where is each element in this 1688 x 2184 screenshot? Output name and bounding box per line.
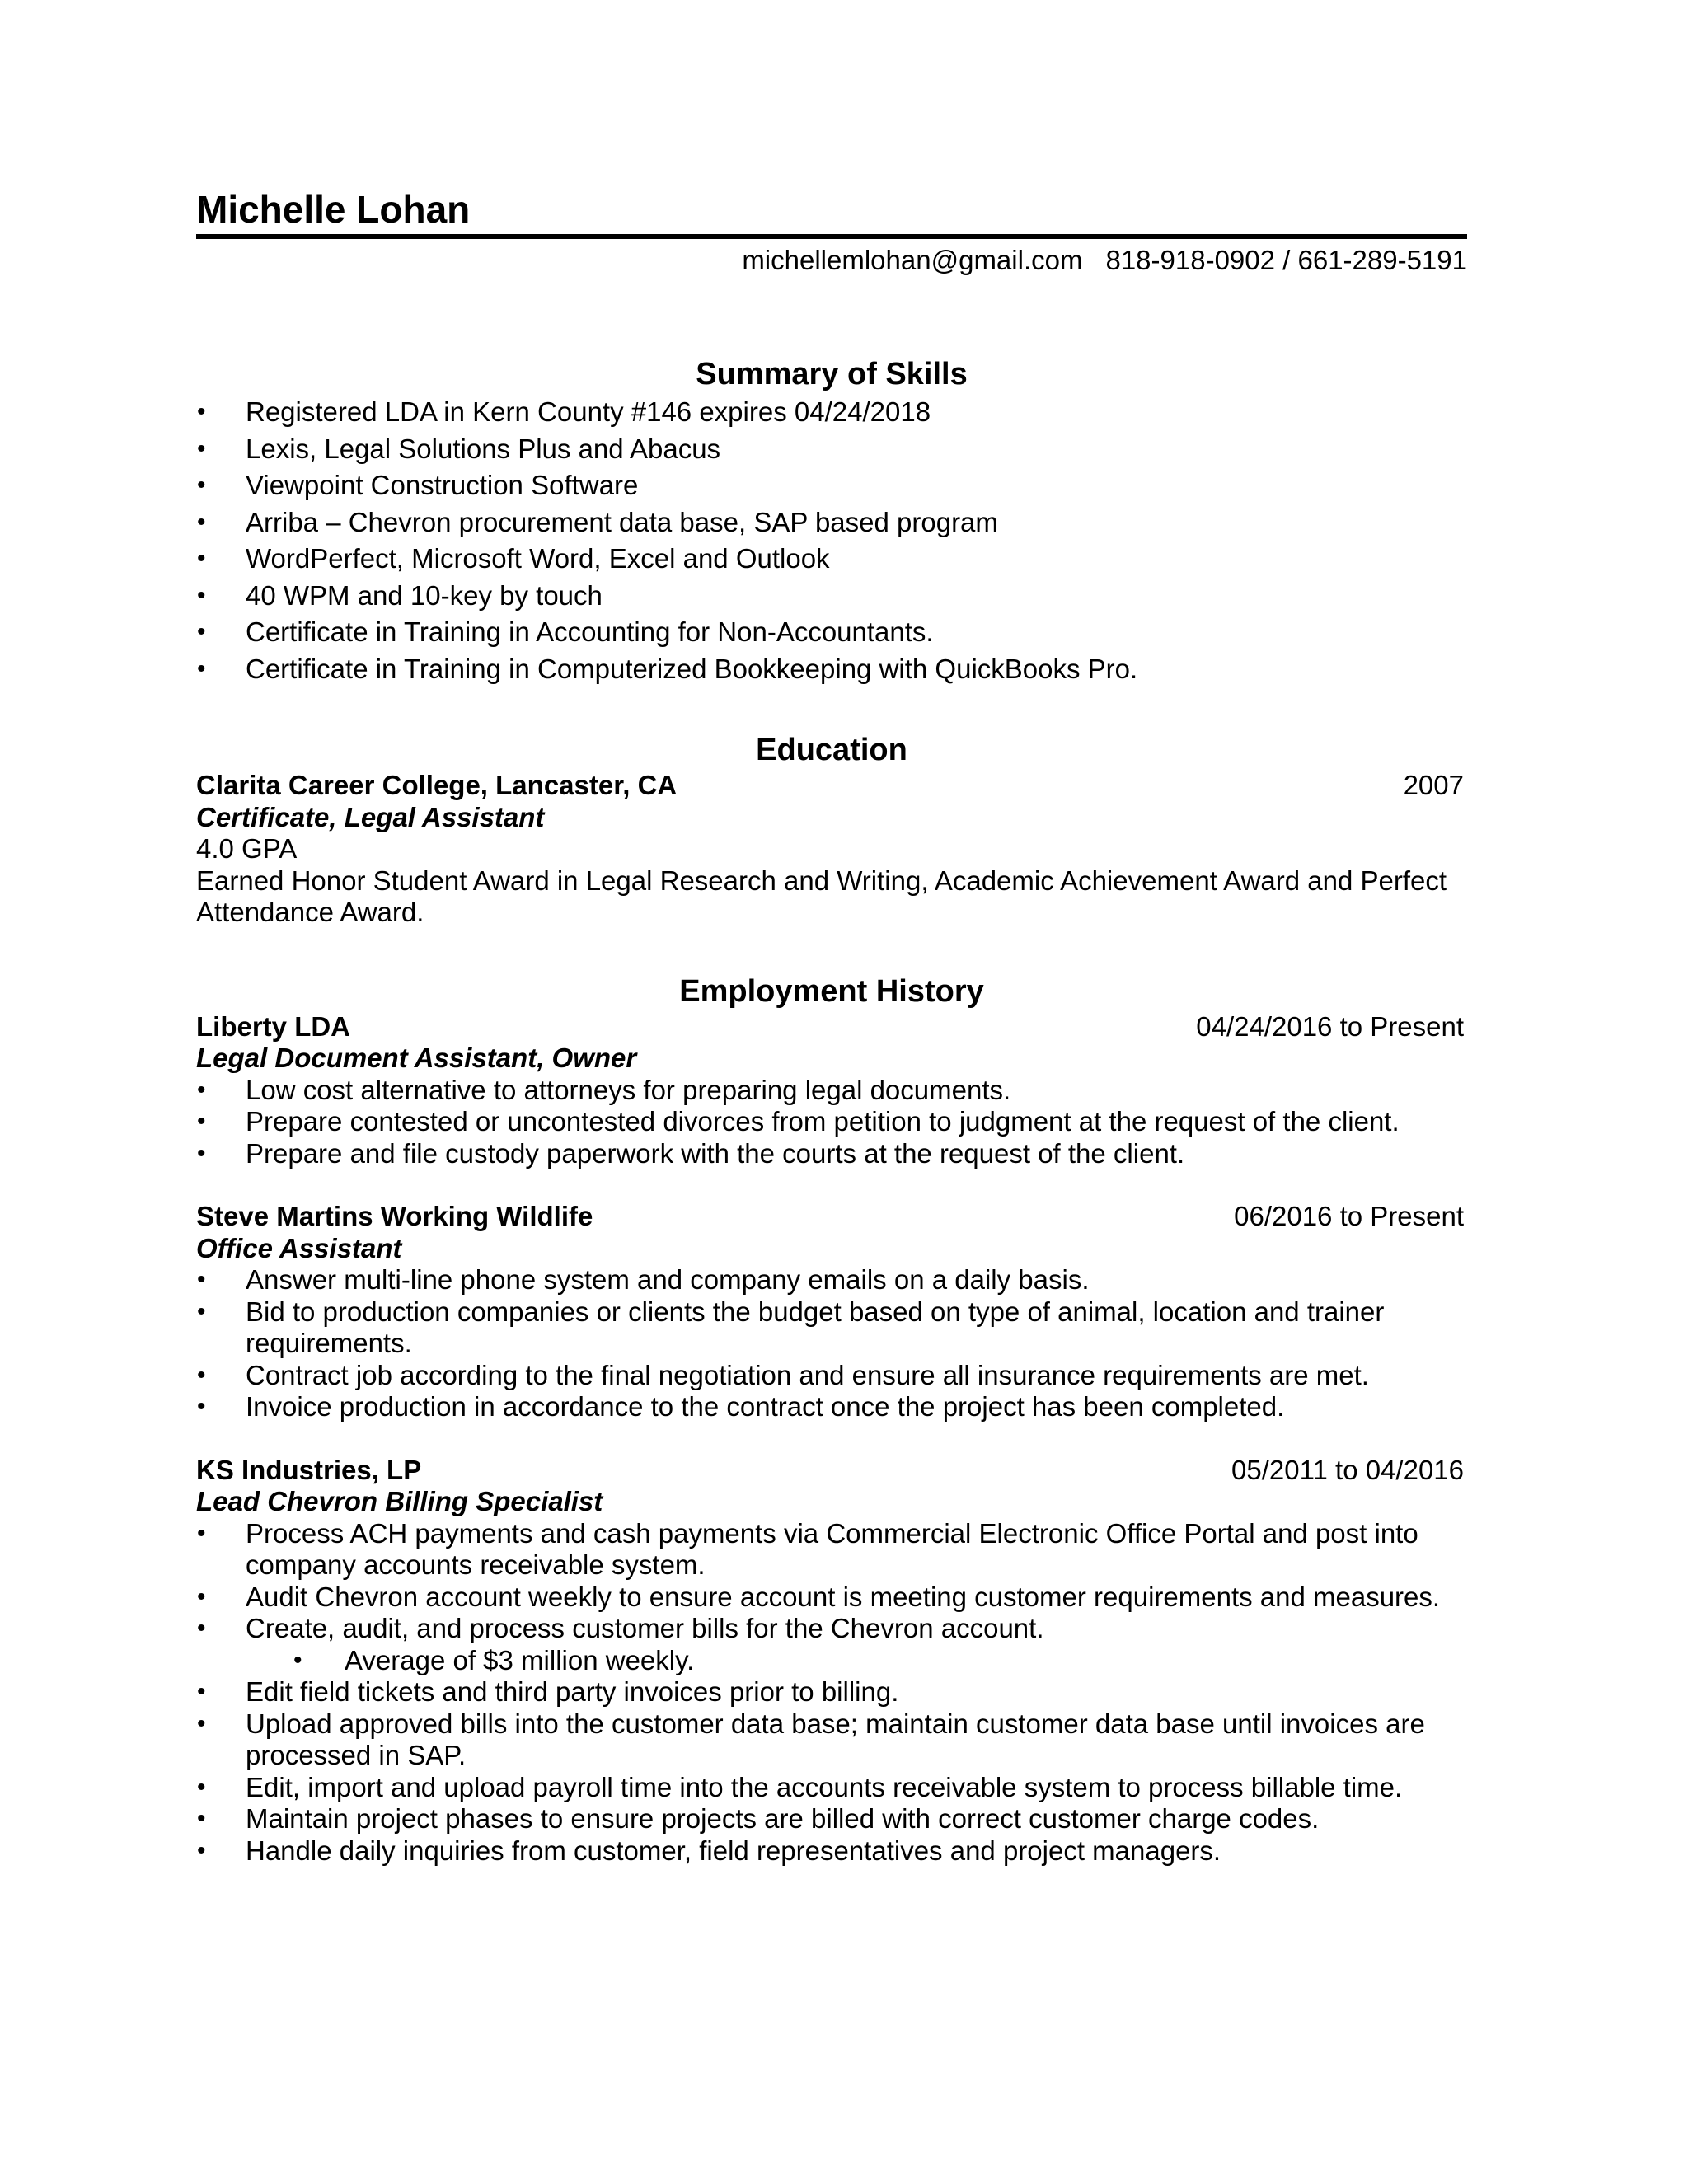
list-item (196, 467, 1467, 504)
contact-line (196, 242, 1467, 279)
list-item (196, 541, 1467, 578)
list-item (196, 1803, 1467, 1835)
job-dates: 05/2011 to 04/2016 (1231, 1454, 1464, 1485)
header-divider (196, 234, 1467, 239)
bullet-icon: • (197, 398, 206, 425)
list-item (196, 1835, 1467, 1868)
resume-page (196, 185, 1467, 1867)
credential: Certificate, Legal Assistant (196, 801, 545, 832)
skills-heading: Summary of Skills (696, 357, 968, 391)
job-duties-list (196, 1264, 1467, 1423)
gpa: 4.0 GPA (196, 833, 298, 864)
education-entry-header (196, 770, 1467, 802)
skill-text: Certificate in Training in Computerized Bookkeeping with QuickBooks Pro. (246, 653, 1138, 684)
list-item (196, 651, 1467, 688)
bullet-icon: • (197, 1108, 206, 1135)
bullet-icon: • (197, 654, 206, 682)
bullet-icon: • (197, 1266, 206, 1293)
employer-name: Steve Martins Working Wildlife (196, 1201, 593, 1231)
job-title: Lead Chevron Billing Specialist (196, 1486, 603, 1516)
skill-text: Arriba – Chevron procurement data base, SAP based program (246, 506, 998, 537)
bullet-icon: • (197, 545, 206, 572)
skills-list (196, 394, 1467, 687)
list-item (196, 614, 1467, 651)
school-name: Clarita Career College, Lancaster, CA (196, 770, 678, 800)
entry-spacer (196, 1423, 1467, 1455)
duty-text: Edit field tickets and third party invoices prior to billing. (246, 1676, 899, 1707)
list-item (196, 1296, 1467, 1360)
duty-text: Low cost alternative to attorneys for preparing legal documents. (246, 1074, 1011, 1105)
duty-text: Maintain project phases to ensure projects are billed with correct customer charge codes. (246, 1803, 1320, 1834)
skill-text: Viewpoint Construction Software (246, 470, 639, 500)
list-item (196, 1391, 1467, 1423)
candidate-name: Michelle Lohan (196, 188, 471, 231)
job-duties-list (196, 1075, 1467, 1170)
education-heading: Education (756, 733, 907, 767)
duty-text: Invoice production in accordance to the contract once the project has been completed. (246, 1391, 1285, 1422)
job-header (196, 1455, 1467, 1487)
list-item (196, 1264, 1467, 1296)
sub-duties-list (246, 1645, 1467, 1677)
bullet-icon: • (197, 581, 206, 609)
bullet-icon: • (197, 508, 206, 536)
bullet-icon: • (197, 618, 206, 645)
duty-text: Answer multi-line phone system and company emails on a daily basis. (246, 1264, 1090, 1295)
bullet-icon: • (197, 1678, 206, 1705)
bullet-icon: • (293, 1646, 302, 1674)
list-item (196, 1518, 1467, 1582)
duty-text: Handle daily inquiries from customer, field representatives and project managers. (246, 1835, 1221, 1866)
list-item (196, 1582, 1467, 1614)
list-item (196, 431, 1467, 468)
job-header (196, 1201, 1467, 1233)
duty-text: Upload approved bills into the customer data base; maintain customer data base until invoices are processed in SAP. (246, 1708, 1425, 1770)
awards: Earned Honor Student Award in Legal Research and Writing, Academic Achievement Award and Perfect Attendance Award. (196, 865, 1447, 927)
email-address[interactable]: michellemlohan@gmail.com (742, 245, 1083, 275)
duty-text: Edit, import and upload payroll time into the accounts receivable system to process billable time. (246, 1771, 1403, 1802)
list-item (196, 1676, 1467, 1708)
list-item (196, 1360, 1467, 1392)
bullet-icon: • (197, 1297, 206, 1325)
skill-text: Lexis, Legal Solutions Plus and Abacus (246, 433, 721, 464)
phone-numbers: 818-918-0902 / 661-289-5191 (1105, 245, 1467, 275)
employment-heading: Employment History (679, 973, 984, 1009)
list-item (196, 1772, 1467, 1804)
sub-list-item (246, 1645, 1467, 1677)
bullet-icon: • (197, 1393, 206, 1420)
bullet-icon: • (197, 1076, 206, 1104)
list-item (196, 394, 1467, 431)
skill-text: Certificate in Training in Accounting for Non-Accountants. (246, 616, 934, 647)
duty-text: Prepare contested or uncontested divorces from petition to judgment at the request of the client. (246, 1106, 1400, 1137)
list-item (196, 1138, 1467, 1170)
employer-name: Liberty LDA (196, 1010, 351, 1042)
bullet-icon: • (197, 1361, 206, 1389)
bullet-icon: • (197, 1139, 206, 1167)
job-title: Office Assistant (196, 1232, 402, 1263)
bullet-icon: • (197, 471, 206, 499)
skill-text: WordPerfect, Microsoft Word, Excel and Outlook (246, 543, 830, 574)
graduation-year: 2007 (1403, 770, 1464, 800)
job-duties-list (196, 1518, 1467, 1868)
bullet-icon: • (197, 1773, 206, 1801)
bullet-icon: • (197, 1805, 206, 1832)
job-dates: 06/2016 to Present (1234, 1201, 1464, 1231)
bullet-icon: • (197, 1582, 206, 1610)
duty-text: Bid to production companies or clients the budget based on type of animal, location and trainer requirements. (246, 1296, 1385, 1358)
bullet-icon: • (197, 1519, 206, 1547)
skill-text: Registered LDA in Kern County #146 expires 04/24/2018 (246, 396, 931, 427)
employer-name: KS Industries, LP (196, 1454, 422, 1485)
list-item (196, 578, 1467, 615)
skill-text: 40 WPM and 10-key by touch (246, 579, 603, 611)
list-item (196, 1708, 1467, 1772)
bullet-icon: • (197, 1615, 206, 1642)
bullet-icon: • (197, 434, 206, 462)
list-item (196, 504, 1467, 541)
duty-text: Contract job according to the final negotiation and ensure all insurance requirements are met. (246, 1359, 1369, 1390)
list-item (196, 1613, 1467, 1676)
entry-spacer (196, 1169, 1467, 1201)
list-item (196, 1106, 1467, 1138)
job-header (196, 1011, 1467, 1043)
list-item (196, 1075, 1467, 1107)
job-dates: 04/24/2016 to Present (1196, 1010, 1464, 1042)
duty-text: Prepare and file custody paperwork with the courts at the request of the client. (246, 1137, 1185, 1169)
sub-duty-text: Average of $3 million weekly. (345, 1644, 695, 1675)
duty-text: Audit Chevron account weekly to ensure account is meeting customer requirements and measures. (246, 1581, 1441, 1612)
bullet-icon: • (197, 1836, 206, 1864)
job-title: Legal Document Assistant, Owner (196, 1043, 637, 1073)
bullet-icon: • (197, 1709, 206, 1737)
duty-text: Create, audit, and process customer bills for the Chevron account. (246, 1613, 1044, 1643)
duty-text: Process ACH payments and cash payments via Commercial Electronic Office Portal and post into company accounts receivable system. (246, 1517, 1418, 1580)
